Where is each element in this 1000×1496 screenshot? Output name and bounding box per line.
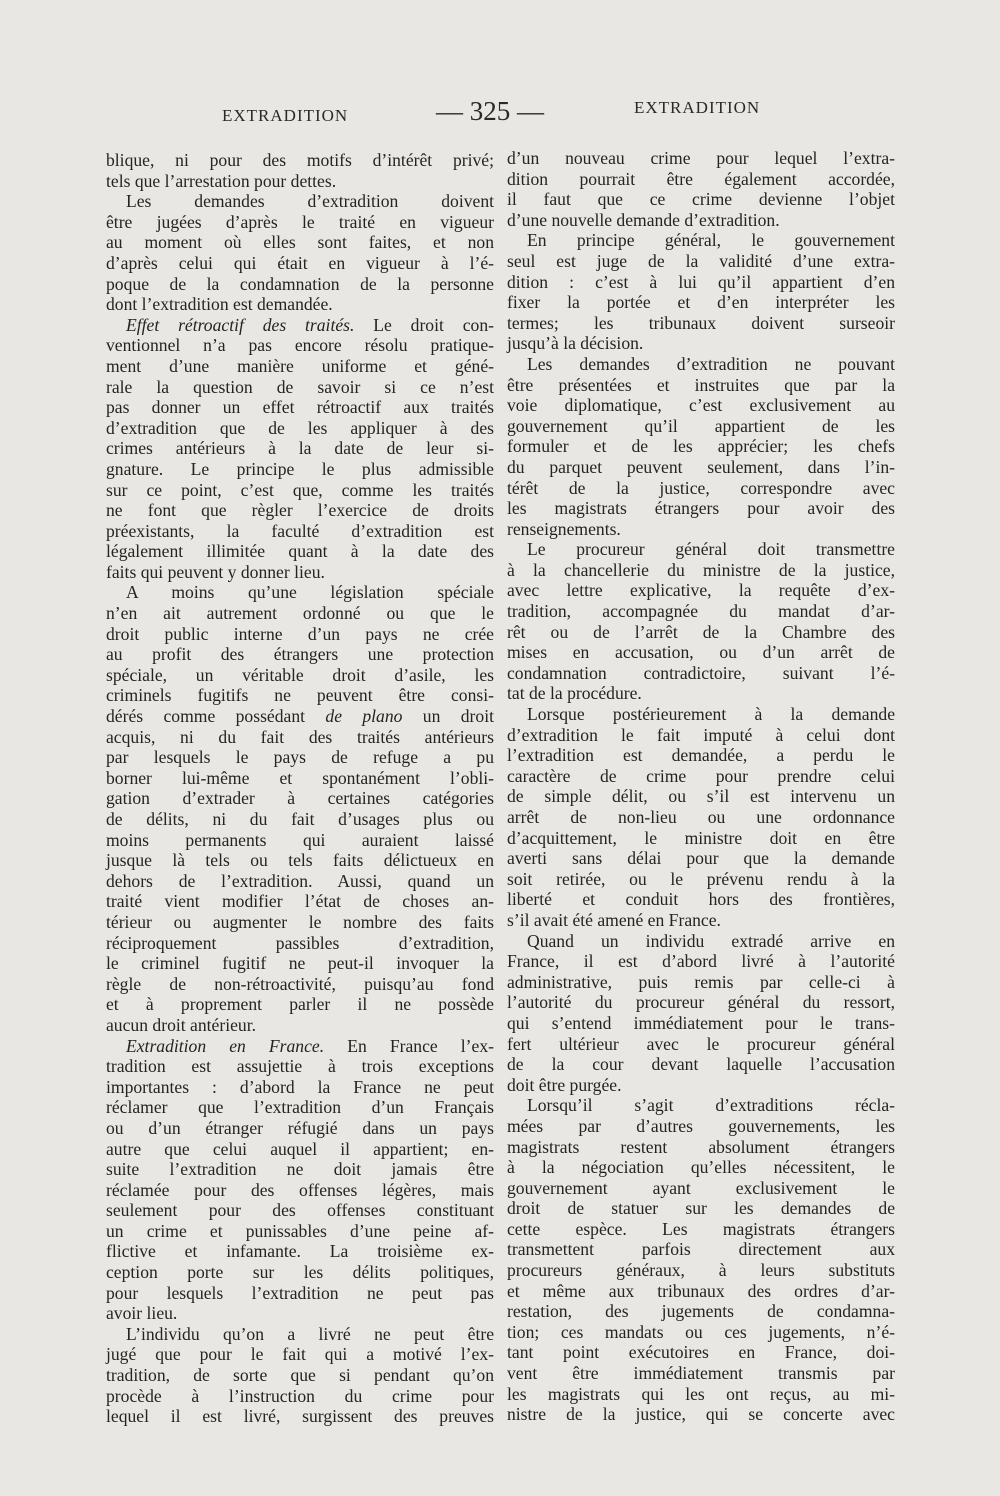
text-line (507, 539, 895, 560)
line-text: d’extradition que de les appliquer à des (106, 417, 494, 438)
line-text: restation, des jugements de condamna- (507, 1301, 895, 1322)
line-text: tradition, de sorte que si pendant qu’on (106, 1365, 494, 1386)
line-text: soit retirée, ou le prévenu rendu à la (507, 868, 895, 889)
line-text: l’extradition est demandée, a perdu le (507, 745, 895, 766)
text-line (106, 253, 494, 274)
line-text: France, il est d’abord livré à l’autorité (507, 951, 895, 972)
line-text: à la négociation qu’elles nécessitent, le (507, 1157, 895, 1178)
line-text: criminels fugitifs ne peuvent être consi- (106, 685, 494, 706)
line-text: En France l’ex- (324, 1035, 494, 1056)
line-text: traité vient modifier l’état de choses an- (106, 891, 494, 912)
text-line (106, 1241, 494, 1262)
right-text-column (507, 148, 895, 1425)
text-line (106, 644, 494, 665)
text-line (507, 972, 895, 993)
text-line (507, 1198, 895, 1219)
line-text: Lorsqu’il s’agit d’extraditions récla- (527, 1095, 895, 1116)
line-text: jusque là tels ou tels faits délictueux en (106, 850, 494, 871)
text-line (507, 642, 895, 663)
line-text: gnature. Le principe le plus admissible (106, 458, 494, 479)
line-text: au profit des étrangers une protection (106, 644, 494, 665)
text-line (106, 706, 494, 727)
line-text: L’individu qu’on a livré ne peut être (126, 1323, 494, 1344)
text-line (106, 994, 494, 1015)
text-line (507, 725, 895, 746)
line-text: dition : c’est à lui qu’il appartient d’en (507, 271, 895, 292)
line-text: flictive et infamante. La troisième ex- (106, 1241, 494, 1262)
line-text: averti sans délai pour que la demande (507, 848, 895, 869)
line-text: ou d’un étranger réfugié dans un pays (106, 1117, 494, 1138)
text-line (106, 1406, 494, 1427)
line-text: Les demandes d’extradition ne pouvant (527, 353, 895, 374)
line-text: gation d’extrader à certaines catégories (106, 788, 494, 809)
text-line (507, 560, 895, 581)
line-text: térêt de la justice, correspondre avec (507, 477, 895, 498)
text-line (106, 665, 494, 686)
text-line (106, 871, 494, 892)
line-text: tels que l’arrestation pour dettes. (106, 170, 337, 191)
text-line (106, 747, 494, 768)
text-line (507, 601, 895, 622)
text-line (507, 622, 895, 643)
text-line (507, 1301, 895, 1322)
text-line (106, 1139, 494, 1160)
text-line (507, 333, 895, 354)
line-text: mées par d’autres gouvernements, les (507, 1115, 895, 1136)
line-text: autre que celui auquel il appartient; en- (106, 1138, 494, 1159)
line-text: poque de la condamnation de la personne (106, 273, 494, 294)
text-line (106, 335, 494, 356)
line-text: Le droit con- (354, 314, 494, 335)
text-line (106, 624, 494, 645)
text-line (507, 436, 895, 457)
line-text: les magistrats étrangers pour avoir des (507, 498, 895, 519)
text-line (106, 1118, 494, 1139)
page-number: — 325 — (436, 96, 544, 126)
line-text: du parquet peuvent seulement, dans l’in- (507, 456, 895, 477)
line-text: A moins qu’une législation spéciale (126, 582, 494, 603)
line-text: de simple délit, ou s’il est intervenu un (507, 786, 895, 807)
text-line (507, 1116, 895, 1137)
line-text: un crime et punissables d’une peine af- (106, 1220, 494, 1241)
text-line (507, 354, 895, 375)
text-line (106, 274, 494, 295)
line-text: aucun droit antérieur. (106, 1014, 256, 1035)
text-line (507, 931, 895, 952)
running-head-right: EXTRADITION (634, 98, 761, 117)
text-line (106, 521, 494, 542)
text-line (507, 1404, 895, 1425)
text-line (507, 478, 895, 499)
text-line (507, 230, 895, 251)
line-text: rale la question de savoir si ce n’est (106, 376, 494, 397)
line-text: droit public interne d’un pays ne crée (106, 623, 494, 644)
line-text: magistrats restent absolument étrangers (507, 1136, 895, 1157)
line-text: d’après celui qui était en vigueur à l’é- (106, 252, 494, 273)
text-line (106, 1221, 494, 1242)
line-text: renseignements. (507, 518, 621, 539)
line-text: nistre de la justice, qui se concerte avec (507, 1404, 895, 1425)
line-text: jugé que pour le fait qui a motivé l’ex- (106, 1344, 494, 1365)
text-line (507, 1137, 895, 1158)
text-line (507, 1034, 895, 1055)
line-text: dition pourrait être également accordée, (507, 168, 895, 189)
text-line (507, 169, 895, 190)
text-line (507, 1342, 895, 1363)
text-line (507, 1054, 895, 1075)
text-line (507, 683, 895, 704)
line-text: s’il avait été amené en France. (507, 909, 721, 930)
line-text: dérés comme possédant (106, 706, 326, 727)
line-text: tat de la procédure. (507, 683, 642, 704)
text-line (106, 212, 494, 233)
text-line (106, 727, 494, 748)
line-text: droit de statuer sur les demandes de (507, 1198, 895, 1219)
line-text: seul est juge de la validité d’une extra- (507, 250, 895, 271)
line-text: blique, ni pour des motifs d’intérêt privé; (106, 150, 494, 170)
line-text: Le procureur général doit transmettre (527, 539, 895, 560)
text-line (507, 1363, 895, 1384)
line-text: seulement pour des offenses constituant (106, 1200, 494, 1221)
line-text: d’une nouvelle demande d’extradition. (507, 209, 780, 230)
text-line (106, 438, 494, 459)
line-text: fert ultérieur avec le procureur général (507, 1033, 895, 1054)
line-text: moins permanents qui auraient laissé (106, 829, 494, 850)
line-text: fixer la portée et d’en interpréter les (507, 292, 895, 313)
line-text: transmettent parfois directement aux (507, 1239, 895, 1260)
text-line (507, 272, 895, 293)
text-line (106, 1159, 494, 1180)
line-text: caractère de crime pour prendre celui (507, 765, 895, 786)
text-line (507, 1013, 895, 1034)
line-text: spéciale, un véritable droit d’asile, les (106, 664, 494, 685)
text-line (507, 251, 895, 272)
line-text: borner lui-même et spontanément l’obli- (106, 767, 494, 788)
line-text-tail: un droit (402, 706, 494, 727)
text-line (106, 768, 494, 789)
text-line (507, 1281, 895, 1302)
line-text: térieur ou augmenter le nombre des faits (106, 911, 494, 932)
line-text: pour lesquels l’extradition ne peut pas (106, 1282, 494, 1303)
line-text: En principe général, le gouvernement (527, 230, 895, 251)
text-line (106, 685, 494, 706)
text-line (106, 562, 494, 583)
line-text: ment d’une manière uniforme et géné- (106, 355, 494, 376)
line-text: de la cour devant laquelle l’accusation (507, 1054, 895, 1075)
text-line (106, 953, 494, 974)
text-line (106, 459, 494, 480)
text-line (507, 807, 895, 828)
line-text: gouvernement ayant exclusivement le (507, 1177, 895, 1198)
text-line (106, 1180, 494, 1201)
line-text: d’un nouveau crime pour lequel l’extra- (507, 148, 895, 168)
line-text: rêt ou de l’arrêt de la Chambre des (507, 621, 895, 642)
line-text: tion; ces mandats ou ces jugements, n’é- (507, 1321, 895, 1342)
text-line (106, 1262, 494, 1283)
line-text: avoir lieu. (106, 1303, 178, 1324)
text-line (507, 1178, 895, 1199)
line-text: voie diplomatique, c’est exclusivement au (507, 395, 895, 416)
text-line (106, 974, 494, 995)
line-text: dehors de l’extradition. Aussi, quand un (106, 870, 494, 891)
line-text: de délits, ni du fait d’usages plus ou (106, 809, 494, 829)
text-line (507, 375, 895, 396)
text-line (106, 1015, 494, 1036)
text-line (507, 1239, 895, 1260)
text-line (507, 292, 895, 313)
line-text: et même aux tribunaux des ordres d’ar- (507, 1280, 895, 1301)
line-text: Quand un individu extradé arrive en (527, 930, 895, 951)
text-line (507, 1384, 895, 1405)
text-line (106, 582, 494, 603)
text-line (507, 1322, 895, 1343)
line-text: importantes : d’abord la France ne peut (106, 1076, 494, 1097)
line-text: par lesquels le pays de refuge a pu (106, 747, 494, 768)
line-text: l’autorité du procureur général du ressort, (507, 992, 895, 1013)
text-line (106, 1056, 494, 1077)
text-line (507, 1075, 895, 1096)
text-line (507, 992, 895, 1013)
line-text: réciproquement passibles d’extradition, (106, 932, 494, 953)
text-line (106, 933, 494, 954)
text-line (106, 891, 494, 912)
line-text: ne font que règler l’exercice de droits (106, 500, 494, 521)
text-line (106, 1324, 494, 1345)
text-line (106, 830, 494, 851)
text-line (507, 869, 895, 890)
line-text: il faut que ce crime devienne l’objet (507, 189, 895, 210)
text-line (106, 500, 494, 521)
line-text: crimes antérieurs à la date de leur si- (106, 438, 494, 459)
line-text: être jugées d’après le traité en vigueur (106, 211, 494, 232)
line-text: faits qui peuvent y donner lieu. (106, 561, 325, 582)
text-line (507, 210, 895, 231)
line-text: qui s’entend immédiatement pour le trans- (507, 1012, 895, 1033)
text-line (507, 148, 895, 169)
line-text: vent être immédiatement transmis par (507, 1363, 895, 1384)
line-text: acquis, ni du fait des traités antérieurs (106, 726, 494, 747)
line-text: dont l’extradition est demandée. (106, 294, 333, 315)
line-text: au moment où elles sont faites, et non (106, 232, 494, 253)
line-text: ventionnel n’a pas encore résolu pratique- (106, 335, 494, 356)
text-line (507, 457, 895, 478)
line-text: condamnation contradictoire, suivant l’é- (507, 662, 895, 683)
text-line (106, 480, 494, 501)
text-line (106, 1303, 494, 1324)
text-line (106, 1283, 494, 1304)
text-line (507, 1095, 895, 1116)
line-text: et à proprement parler il ne possède (106, 994, 494, 1015)
line-text: légalement illimitée quant à la date des (106, 541, 494, 562)
line-text: n’en ait autrement ordonné ou que le (106, 603, 494, 624)
line-text: pas donner un effet rétroactif aux traités (106, 397, 494, 418)
line-text: tradition, accompagnée du mandat d’ar- (507, 601, 895, 622)
line-text: avec lettre explicative, la requête d’ex- (507, 580, 895, 601)
text-line (507, 498, 895, 519)
text-line (106, 232, 494, 253)
italic-phrase: de plano (325, 706, 403, 727)
text-line (507, 910, 895, 931)
text-line (106, 1386, 494, 1407)
text-line (507, 848, 895, 869)
line-text: arrêt de non-lieu ou une ordonnance (507, 807, 895, 827)
text-line (106, 294, 494, 315)
text-line (106, 1036, 494, 1057)
text-line (507, 1260, 895, 1281)
text-line (106, 1344, 494, 1365)
text-line (106, 418, 494, 439)
line-text: administrative, puis remis par celle-ci à (507, 971, 895, 992)
text-line (507, 828, 895, 849)
line-text: le criminel fugitif ne peut-il invoquer la (106, 953, 494, 974)
italic-heading: Effet rétroactif des traités. (126, 314, 355, 335)
text-line (507, 580, 895, 601)
text-line (106, 1365, 494, 1386)
text-line (106, 397, 494, 418)
line-text: règle de non-rétroactivité, puisqu’au fond (106, 973, 494, 994)
text-line (106, 603, 494, 624)
italic-heading: Extradition en France. (126, 1035, 325, 1056)
text-line (106, 150, 494, 171)
line-text: jusqu’à la décision. (507, 333, 644, 354)
text-line (106, 1097, 494, 1118)
line-text: tradition est assujettie à trois exceptions (106, 1056, 494, 1077)
line-text: réclamer que l’extradition d’un Français (106, 1097, 494, 1118)
line-text: Lorsque postérieurement à la demande (527, 704, 895, 725)
text-line (507, 313, 895, 334)
line-text: être présentées et instruites que par la (507, 374, 895, 395)
text-line (507, 766, 895, 787)
text-line (106, 315, 494, 336)
line-text: liberté et conduit hors des frontières, (507, 889, 895, 910)
line-text: gouvernement qu’il appartient de les (507, 415, 895, 436)
line-text: Les demandes d’extradition doivent (126, 191, 494, 212)
line-text: formuler et de les apprécier; les chefs (507, 436, 895, 457)
running-head-left: EXTRADITION (222, 106, 349, 125)
line-text: lequel il est livré, surgissent des preuves (106, 1406, 494, 1427)
line-text: procède à l’instruction du crime pour (106, 1385, 494, 1406)
line-text: d’extradition le fait imputé à celui dont (507, 724, 895, 745)
line-text: suite l’extradition ne doit jamais être (106, 1159, 494, 1180)
text-line (106, 1077, 494, 1098)
text-line (507, 1219, 895, 1240)
text-line (507, 951, 895, 972)
line-text: ception porte sur les délits politiques, (106, 1262, 494, 1283)
line-text: d’acquittement, le ministre doit en être (507, 827, 895, 848)
text-line (106, 788, 494, 809)
text-line (106, 809, 494, 830)
line-text: à la chancellerie du ministre de la justice, (507, 559, 895, 580)
text-line (507, 704, 895, 725)
text-line (106, 541, 494, 562)
line-text: doit être purgée. (507, 1074, 622, 1095)
text-line (507, 786, 895, 807)
line-text: procureurs généraux, à leurs substituts (507, 1260, 895, 1281)
line-text: cette espèce. Les magistrats étrangers (507, 1218, 895, 1239)
text-line (106, 1200, 494, 1221)
text-line (507, 395, 895, 416)
line-text: réclamée pour des offenses légères, mais (106, 1179, 494, 1200)
text-line (106, 356, 494, 377)
text-line (507, 745, 895, 766)
text-line (106, 191, 494, 212)
line-text: mises en accusation, ou d’un arrêt de (507, 642, 895, 663)
text-line (507, 889, 895, 910)
text-line (507, 1157, 895, 1178)
text-line (106, 377, 494, 398)
line-text: termes; les tribunaux doivent surseoir (507, 312, 895, 333)
left-text-column (106, 150, 494, 1427)
text-line (507, 519, 895, 540)
text-line (507, 416, 895, 437)
line-text: tant point exécutoires en France, doi- (507, 1342, 895, 1363)
line-text: les magistrats qui les ont reçus, au mi- (507, 1383, 895, 1404)
text-line (106, 850, 494, 871)
text-line (507, 189, 895, 210)
text-line (507, 663, 895, 684)
text-line (106, 171, 494, 192)
text-line (106, 912, 494, 933)
line-text: sur ce point, c’est que, comme les traités (106, 479, 494, 500)
line-text: préexistants, la faculté d’extradition est (106, 520, 494, 541)
